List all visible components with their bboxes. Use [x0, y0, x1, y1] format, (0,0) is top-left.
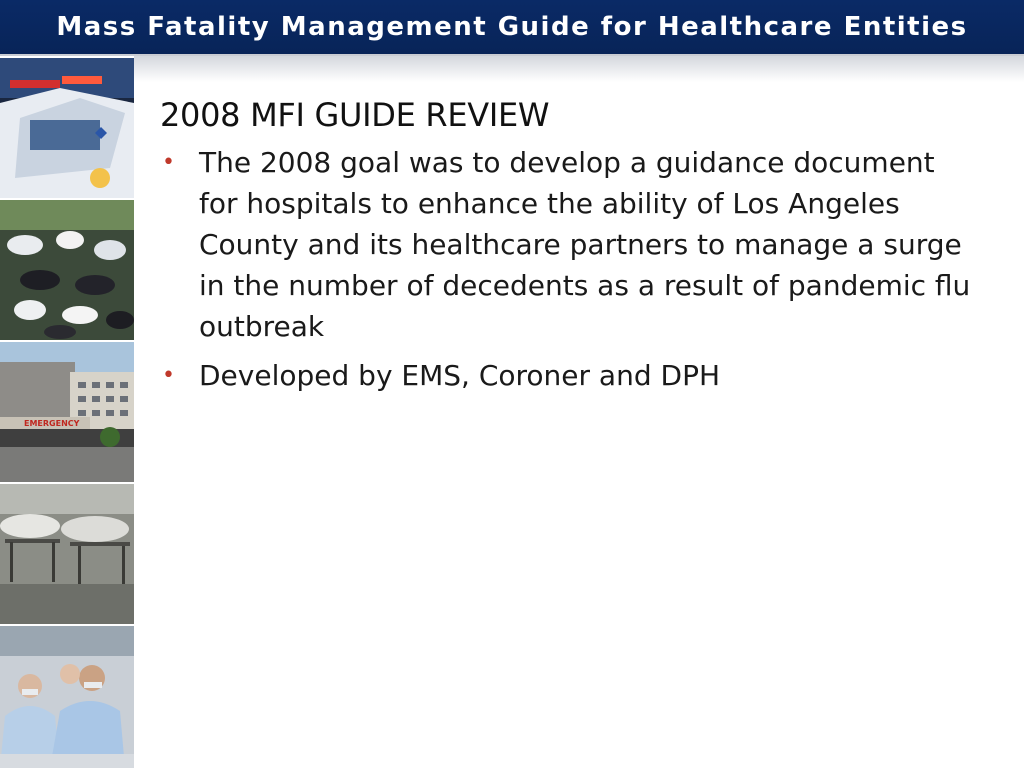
header-bar: [0, 0, 1024, 56]
bullet-text: The 2008 goal was to develop a guidance document for hospitals to enhance the ability of Los Angeles County and its healthcare partners to manage a surge in the number of decedents as a result of pandemic flu outbreak: [199, 146, 971, 343]
bullet-icon: •: [162, 363, 175, 388]
emergency-sign: EMERGENCY: [24, 419, 80, 428]
bullet-icon: •: [162, 150, 175, 175]
medical-staff-photo: [0, 626, 134, 768]
hospital-photo: [0, 342, 134, 482]
ambulance-photo: [0, 58, 134, 198]
morgue-photo: [0, 484, 134, 624]
slide-content: [160, 96, 980, 404]
bullet-list: [160, 142, 980, 396]
triage-photo: [0, 200, 134, 340]
bullet-item: [160, 355, 980, 396]
bullet-text: Developed by EMS, Coroner and DPH: [199, 359, 721, 392]
slide-heading: 2008 MFI GUIDE REVIEW: [160, 96, 550, 134]
bullet-item: [160, 142, 980, 347]
photo-strip: [0, 58, 134, 768]
header-title: Mass Fatality Management Guide for Healthcare Entities: [56, 12, 968, 42]
header-shadow: [134, 56, 1024, 82]
